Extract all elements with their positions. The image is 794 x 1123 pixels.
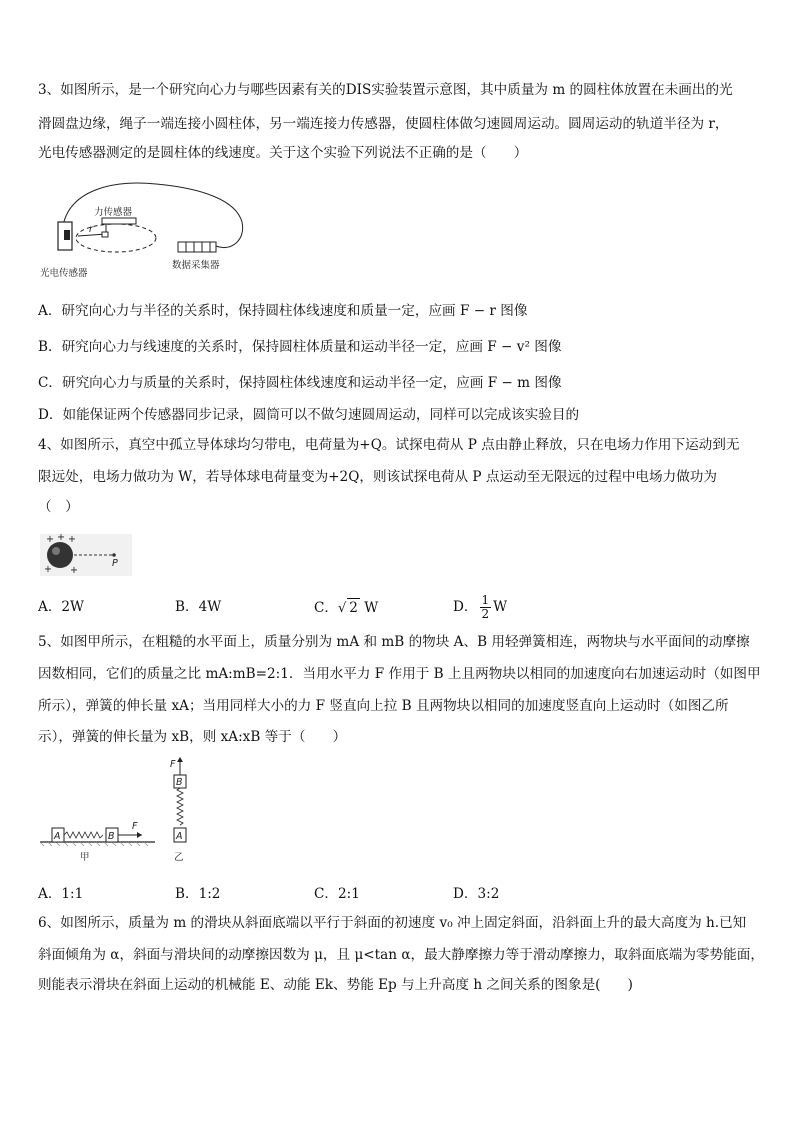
- q3-option-b: B．研究向心力与线速度的关系时，保持圆柱体质量和运动半径一定，应画 F − v² 图像: [38, 339, 562, 355]
- q4-option-d-suffix: W: [493, 599, 508, 615]
- q3-option-a: A．研究向心力与半径的关系时，保持圆柱体线速度和质量一定，应画 F − r 图像: [38, 303, 528, 319]
- q5-option-c: C．2:1: [314, 886, 360, 902]
- force-sensor-shape: [102, 218, 136, 224]
- q4-option-c-suffix: W: [364, 600, 379, 616]
- q4-option-a: A．2W: [38, 599, 85, 615]
- force-f-label-horizontal: F: [132, 821, 138, 832]
- q4-stem-line3: （ ）: [38, 499, 79, 515]
- q5-option-d: D．3:2: [453, 886, 500, 902]
- q4-option-d-prefix: D．: [453, 599, 478, 615]
- q4-stem-line1: 4、如图所示，真空中孤立导体球均匀带电，电荷量为+Q。试探电荷从 P 点由静止释放，只在电场力作用下运动到无: [38, 437, 740, 453]
- point-p-label: P: [112, 558, 118, 569]
- q5-option-b: B．1:2: [175, 886, 221, 902]
- q5-option-a: A．1:1: [38, 886, 84, 902]
- spring-horizontal: [64, 832, 103, 838]
- q6-stem-line3: 则能表示滑块在斜面上运动的机械能 E、动能 Ek、势能 Ep 与上升高度 h 之间关系的图象是( ): [38, 977, 633, 993]
- q4-option-c-radicand: 2: [349, 600, 358, 616]
- block-b-label-vertical: B: [176, 777, 183, 788]
- block-a-label-vertical: A: [176, 831, 183, 842]
- q4-charged-sphere-figure: [40, 534, 132, 576]
- block-b-label: B: [108, 831, 115, 842]
- svg-text:+: +: [57, 534, 65, 543]
- q4-stem-line2: 限远处，电场力做功为 W，若导体球电荷量变为+2Q，则该试探电荷从 P 点运动至无限远的过程中电场力做功为: [38, 469, 717, 485]
- q5-stem-line3: 所示），弹簧的伸长量 xA；当用同样大小的力 F 竖直向上拉 B 且两物块以相同的加速度竖直向上运动时（如图乙所: [38, 698, 729, 714]
- figure-jia-label: 甲: [80, 852, 90, 863]
- block-a-label: A: [54, 831, 61, 842]
- orbit-ellipse: [76, 224, 156, 252]
- data-collector-label: 数据采集器: [172, 260, 220, 271]
- sqrt-sign: √: [338, 601, 347, 616]
- svg-text:+: +: [44, 564, 52, 575]
- svg-text:+: +: [46, 534, 54, 545]
- svg-text:+: +: [70, 565, 78, 576]
- q4-option-c-prefix: C．: [314, 600, 338, 616]
- q3-option-d: D．如能保证两个传感器同步记录，圆筒可以不做匀速圆周运动，同样可以完成该实验目的: [38, 407, 580, 423]
- q5-stem-line4: 示），弹簧的伸长量为 xB，则 xA:xB 等于（ ）: [38, 729, 347, 745]
- q4-option-b: B．4W: [175, 599, 222, 615]
- svg-text:+: +: [68, 534, 76, 545]
- q5-stem-line1: 5、如图甲所示，在粗糙的水平面上，质量分别为 mA 和 mB 的物块 A、B 用轻弹簧相连，两物块与水平面间的动摩擦: [38, 634, 750, 650]
- figure-yi-label: 乙: [174, 852, 184, 863]
- photo-sensor-label: 光电传感器: [40, 268, 88, 279]
- force-sensor-label: 力传感器: [94, 207, 133, 218]
- q5-stem-line2: 因数相同，它们的质量之比 mA:mB=2:1．当用水平力 F 作用于 B 上且两物块以相同的加速度向右加速运动时（如图甲: [38, 666, 761, 682]
- q4-option-d: [453, 590, 507, 624]
- q3-stem-line1: 3、如图所示，是一个研究向心力与哪些因素有关的DIS实验装置示意图，其中质量为 m 的圆柱体放置在未画出的光: [38, 82, 733, 98]
- spring-vertical: [177, 788, 183, 825]
- q4-option-c: [314, 598, 378, 618]
- q3-option-c: C．研究向心力与质量的关系时，保持圆柱体线速度和运动半径一定，应画 F − m 图像: [38, 375, 562, 391]
- fraction-denominator: 2: [481, 607, 490, 621]
- fraction: [480, 594, 492, 621]
- force-f-label-vertical: F: [170, 759, 176, 770]
- q3-apparatus-figure: [36, 170, 248, 288]
- q6-stem-line2: 斜面倾角为 α，斜面与滑块间的动摩擦因数为 μ，且 μ<tan α，最大静摩擦力等于滑动摩擦力，取斜面底端为零势能面，: [38, 947, 764, 963]
- q3-stem-line2: 滑圆盘边缘，绳子一端连接小圆柱体，另一端连接力传感器，使圆柱体做匀速圆周运动。圆周运动的轨道半径为 r，: [38, 116, 729, 132]
- radius-label: r: [89, 224, 93, 235]
- q3-stem-line3: 光电传感器测定的是圆柱体的线速度。关于这个实验下列说法不正确的是（ ）: [38, 145, 528, 161]
- fraction-numerator: 1: [481, 593, 490, 607]
- q5-spring-blocks-figure: [40, 755, 200, 865]
- q6-stem-line1: 6、如图所示，质量为 m 的滑块从斜面底端以平行于斜面的初速度 v₀ 冲上固定斜面，沿斜面上升的最大高度为 h.已知: [38, 915, 747, 931]
